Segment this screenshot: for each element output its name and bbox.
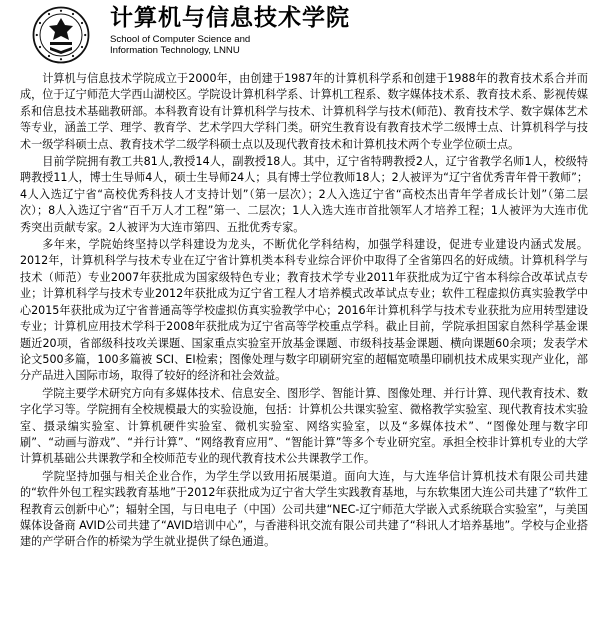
- paragraph-research-facilities: 学院主要学术研究方向有多媒体技术、信息安全、图形学、智能计算、图像处理、并行计算、现代教育技术、数字化学习等。学院拥有全校规模最大的实验设施，包括：计算机公共课实验室、微格教学实验室、现代教育技术实验室、摄录编实验室、计算机硬件实验室、微机实验室、网络实验室，以及“多媒体技术”、“图像处理与数字印刷”、“动画与游戏”、“并行计算”、“网络教育应用”、“智能计算”等多个专业研究室。承担全校非计算机专业的大学计算机基础公共课教学和全校师范专业的现代教育技术公共课教学工作。: [20, 386, 588, 466]
- paragraph-industry-cooperation: 学院坚持加强与相关企业合作，为学生学以致用拓展渠道。面向大连，与大连华信计算机技术有限公司共建的“软件外包工程实践教育基地”于2012年获批成为辽宁省大学生实践教育基地，与东软集团大连公司共建了“软件工程教育云创新中心”；辐射全国，与日电电子（中国）公司共建“NEC-辽宁师范大学嵌入式系统联合实验室”，与美国媒体设备商 AVID公司共建了“AVID培训中心”，与香港科讯交流有限公司共建了“科讯人才培养基地”。学校与企业搭建的产学研合作的桥梁为学生就业提供了绿色通道。: [20, 469, 588, 549]
- college-english-name-line-1: School of Computer Science and: [110, 34, 251, 45]
- paragraph-discipline-building: 多年来，学院始终坚持以学科建设为龙头，不断优化学科结构，加强学科建设，促进专业建设内涵式发展。2012年，计算机科学与技术专业在辽宁省计算机类本科专业综合评价中取得了全省第四名的好成绩。计算机科学与技术（师范）专业2007年获批成为国家级特色专业；教育技术学专业2011年获批成为辽宁省本科综合改革试点专业；计算机科学与技术专业2012年获批成为辽宁省工程人才培养模式改革试点专业；软件工程虚拟仿真实验教学中心2015年获批成为辽宁省普通高等学校虚拟仿真实验教学中心；2016年计算机科学与技术专业获批为应用转型建设专业；计算机应用技术学科于2008年获批成为辽宁省高等学校重点学科。截止目前，学院承担国家自然科学基金课题近20项，省部级科技攻关课题、国家重点实验室开放基金课题、市级科技基金课题、横向课题60余项；发表学术论文500多篇，100多篇被 SCI、EI检索；图像处理与数字印刷研究室的超幅宽喷墨印刷机技术成果实现产业化，部分产品进入国际市场，取得了较好的经济和社会效益。: [20, 238, 588, 383]
- paragraph-faculty: 目前学院拥有教工共81人,教授14人，副教授18人。其中，辽宁省特聘教授2人，辽宁省教学名师1人，校级特聘教授11人，博士生导师4人，硕士生导师24人；具有博士学位教师18人；2人被评为“辽宁省优秀青年骨干教师”；4人入选辽宁省“高校优秀科技人才支持计划”（第一层次）；2人入选辽宁省“高校杰出青年学者成长计划”（第二层次）；8人入选辽宁省“百千万人才工程”第一、二层次；1人入选大连市首批领军人才培养工程；1人被评为大连市优秀突出贡献专家。2人被评为大连市第四、五批优秀专家。: [20, 155, 588, 234]
- paragraph-overview: 计算机与信息技术学院成立于2000年，由创建于1987年的计算机科学系和创建于1988年的教育技术系合并而成，位于辽宁师范大学西山湖校区。学院设计算机科学系、计算机工程系、数字媒体技术系、教育技术系、影视传媒系和信息技术基础教研部。本科教育设有计算机科学与技术、计算机科学与技术(师范)、教育技术学、数字媒体艺术等专业，涵盖工学、理学、教育学、艺术学四大学科门类。研究生教育设有教育技术学二级博士点、计算机科学与技术一级学科硕士点、教育技术学二级学科硕士点以及现代教育技术和计算机技术两个专业学位硕士点。: [20, 72, 588, 151]
- article-body: [20, 71, 588, 552]
- college-title: 计算机与信息技术学院: [110, 4, 350, 31]
- university-seal-graphic: [32, 6, 90, 64]
- university-seal-icon: [32, 6, 90, 64]
- college-english-name: [110, 35, 250, 56]
- college-english-name-line-2: Information Technology, LNNU: [110, 44, 240, 56]
- header: [0, 0, 600, 68]
